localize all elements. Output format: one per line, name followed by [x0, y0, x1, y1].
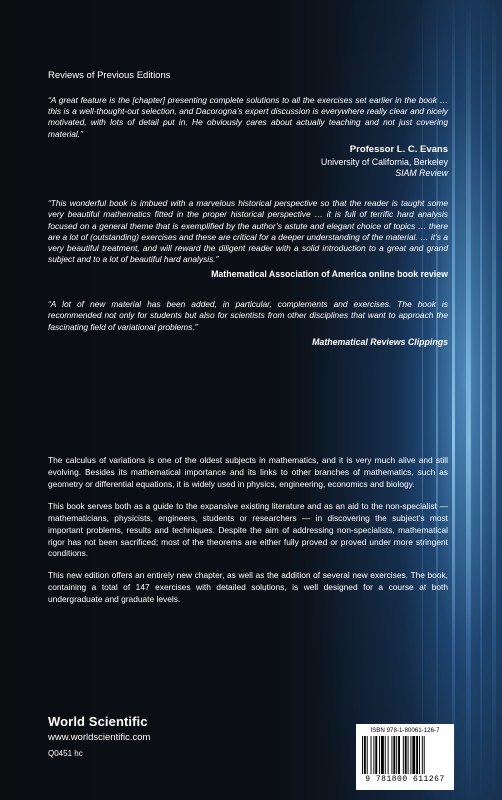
description-paragraph: This new edition offers an entirely new chapter, as well as the addition of several new exercises. The book, containing a total of 147 exercises with detailed solutions, is well designed for a course at both undergraduate and graduate levels. — [48, 570, 448, 605]
barcode-bar — [408, 736, 409, 774]
publisher-name: World Scientific — [48, 714, 148, 729]
barcode-bar — [375, 736, 377, 774]
light-streak — [452, 0, 455, 800]
barcode-bar — [410, 736, 411, 774]
barcode-bar — [405, 736, 407, 774]
barcode-bar — [373, 736, 374, 774]
description-paragraph: The calculus of variations is one of the oldest subjects in mathematics, and it is very much alive and still evolving. Besides its mathematical importance and its links to other branches of mathematics, such as geometry or differential equations, it is widely used in physics, engineering, economics and biology. — [48, 455, 448, 489]
reviews-section — [48, 70, 448, 349]
barcode-bar — [367, 736, 368, 774]
description-paragraph: This book serves both as a guide to the expansive existing literature and as an aid to the non-specialist — mathematicians, physicists, engineers, students or researchers — in discovering the subject’s most important problems, results and techniques. Despite the aim of addressing non-specialists, mathematical rigor has not been sacrificed; most of the theorems are either fully proved or proved under more stringent conditions. — [48, 500, 448, 559]
barcode-bar — [424, 736, 425, 774]
barcode-bar — [403, 736, 404, 774]
barcode-bar — [393, 736, 395, 774]
barcode-bar — [398, 736, 400, 774]
review-source-mr: Mathematical Reviews Clippings — [312, 336, 448, 347]
barcode-bar — [422, 736, 423, 774]
barcode-bar — [362, 736, 363, 774]
barcode-bar — [385, 736, 386, 774]
barcode-bar — [371, 736, 372, 774]
barcode-bar — [419, 736, 420, 774]
review-attribution-evans — [48, 144, 448, 181]
product-code: Q0451 hc — [48, 749, 83, 758]
review-quote-maa: “This wonderful book is imbued with a marvelous historical perspective so that the reader is taught some very beautiful mathematics fitted in the proper historical perspective … it is full of terrific hard analysis focused on a general theme that is exemplified by the author’s astute and elegant choice of topics … there are a lot of (outstanding) exercises and these are critical for a deeper understanding of the material. … it’s a very beautiful treatment, and will reward the diligent reader with a solid introduction to a great and grand subject and to a lot of beautiful hard analysis.” — [48, 198, 448, 265]
barcode-bar — [412, 736, 415, 774]
light-streak — [492, 0, 496, 800]
light-streak — [480, 0, 482, 800]
isbn-digits: 9 781800 611267 — [365, 775, 445, 784]
barcode-bars — [362, 736, 448, 774]
book-description — [48, 455, 448, 616]
barcode-bar — [396, 736, 397, 774]
review-quote-evans: “A great feature is the [chapter] presenting complete solutions to all the exercises set earlier in the book … this is a well-thought-out selection, and Dacorogna’s expert discussion is everywhere really clear and nicely motivated, with lots of detail put in. He obviously cares about actually teaching and not just covering material.” — [48, 95, 448, 139]
barcode-bar — [364, 736, 366, 774]
review-quote-mr: “A lot of new material has been added, in particular, complements and exercises. The book is recommended not only for students but also for scientists from other disciplines that want to approach the fascinating field of variational problems.” — [48, 299, 448, 332]
publisher-url: www.worldscientific.com — [48, 732, 151, 743]
barcode-bar — [388, 736, 389, 774]
isbn-label: ISBN 978-1-80061-126-7 — [370, 727, 440, 734]
isbn-barcode — [356, 724, 454, 790]
reviewer-journal: SIAM Review — [395, 168, 448, 179]
reviews-heading: Reviews of Previous Editions — [48, 70, 171, 81]
barcode-bar — [379, 736, 380, 774]
reviewer-name: Professor L. C. Evans — [349, 143, 448, 155]
reviewer-affiliation: University of California, Berkeley — [320, 156, 448, 167]
barcode-bar — [391, 736, 392, 774]
barcode-bar — [416, 736, 418, 774]
barcode-bar — [381, 736, 384, 774]
light-streak — [466, 0, 471, 800]
review-source-maa: Mathematical Association of America online book review — [211, 269, 448, 280]
publisher-block — [48, 714, 150, 758]
